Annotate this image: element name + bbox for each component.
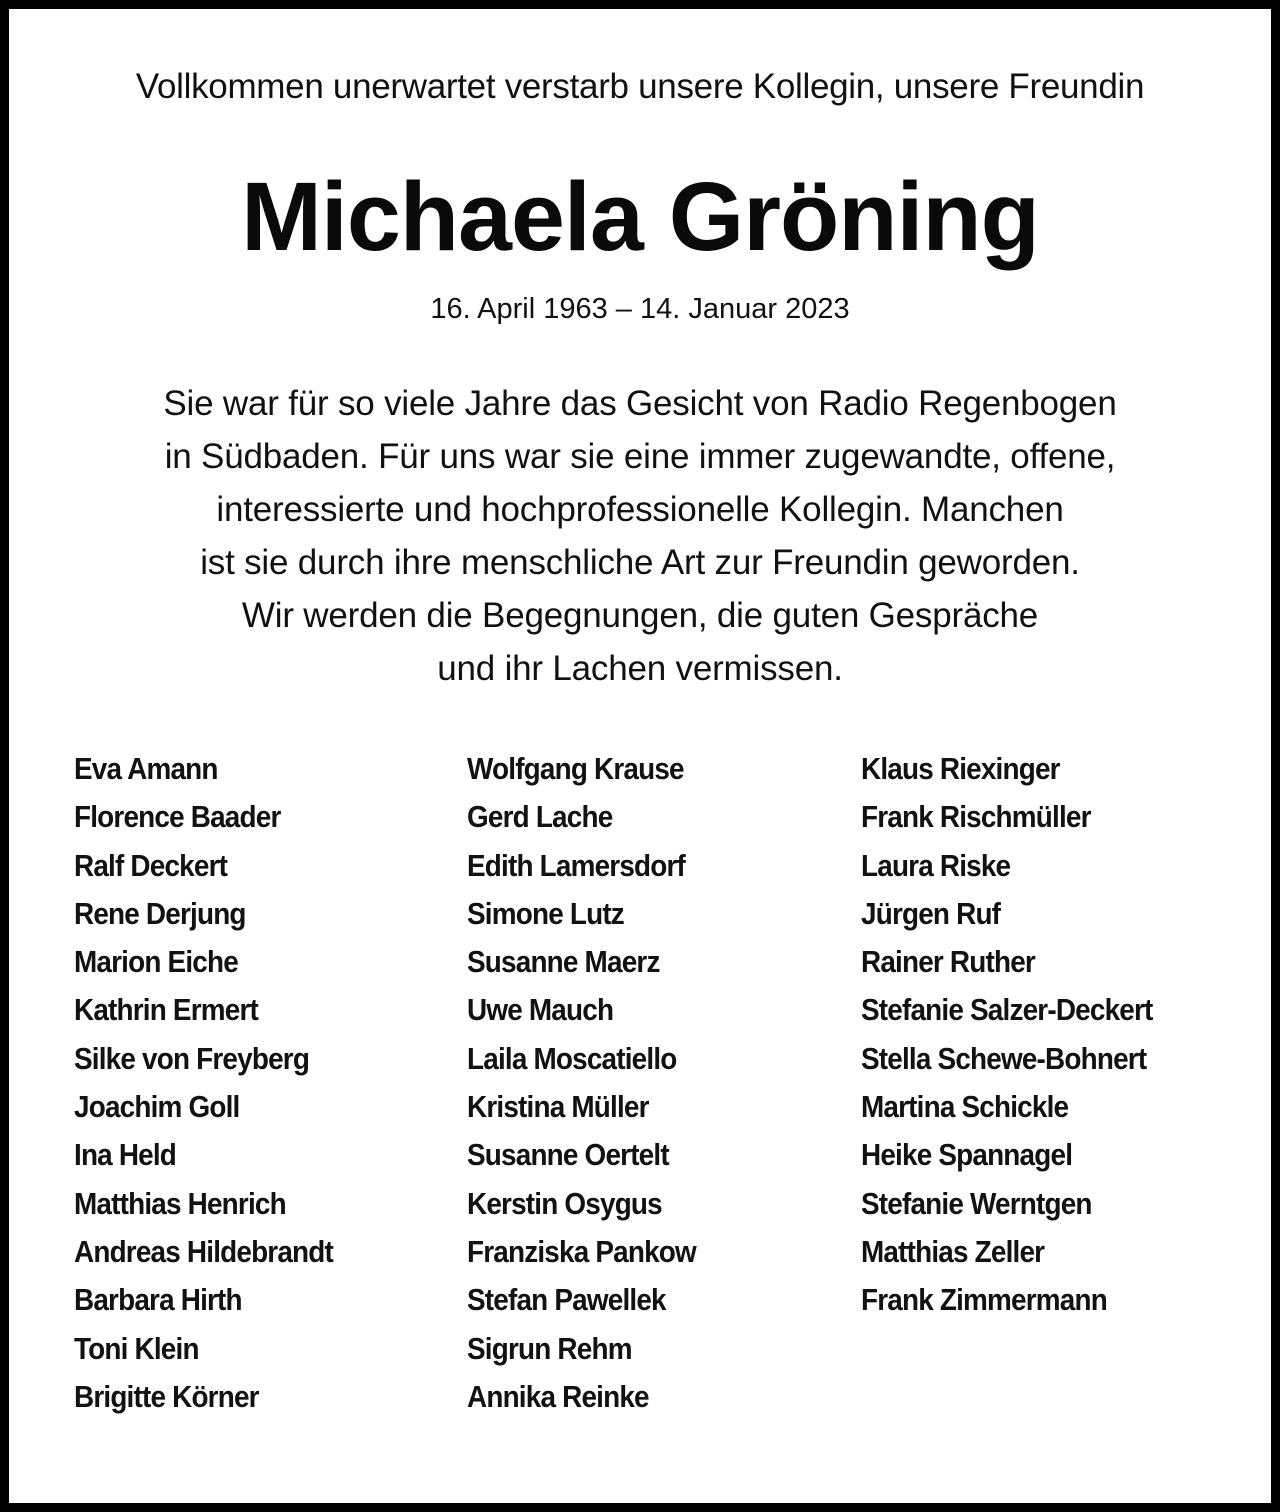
signatory-name: Jürgen Ruf — [860, 895, 1000, 931]
signatory-name: Laura Riske — [860, 847, 1010, 883]
tribute-text — [9, 377, 1271, 695]
life-dates: 16. April 1963 – 14. Januar 2023 — [430, 293, 850, 325]
signatory-name: Barbara Hirth — [74, 1282, 242, 1318]
signatory-name: Stefanie Werntgen — [860, 1185, 1092, 1221]
signatory-name: Uwe Mauch — [467, 992, 614, 1028]
signatory-name: Stella Schewe-Bohnert — [860, 1040, 1146, 1076]
signatory-name: Kristina Müller — [467, 1089, 649, 1125]
signatory-name: Matthias Zeller — [860, 1233, 1044, 1269]
signatory-name: Kathrin Ermert — [74, 992, 259, 1028]
tribute-line: und ihr Lachen vermissen. — [437, 649, 843, 688]
signatory-name: Florence Baader — [74, 799, 281, 835]
signatory-name: Joachim Goll — [74, 1089, 240, 1125]
signatory-name: Wolfgang Krause — [467, 751, 685, 786]
tribute-line: Sie war für so viele Jahre das Gesicht von Radio Regenbogen — [163, 384, 1117, 423]
signatory-name: Klaus Riexinger — [860, 751, 1060, 786]
tribute-line: in Südbaden. Für uns war sie eine immer zugewandte, offene, — [164, 437, 1116, 476]
signatory-name: Stefanie Salzer-Deckert — [860, 992, 1153, 1028]
signatory-name: Matthias Henrich — [74, 1185, 286, 1221]
signatory-name: Sigrun Rehm — [467, 1330, 633, 1366]
signatory-name: Rainer Ruther — [860, 944, 1035, 980]
tribute-line: Wir werden die Begegnungen, die guten Gespräche — [241, 596, 1039, 635]
signatory-name: Ralf Deckert — [74, 847, 228, 883]
signatories-list — [74, 745, 1254, 1421]
signatories-column-1 — [74, 745, 467, 1421]
tribute-line: ist sie durch ihre menschliche Art zur Freundin geworden. — [200, 543, 1080, 582]
signatory-name: Annika Reinke — [467, 1378, 650, 1414]
signatories-column-2 — [467, 745, 860, 1421]
signatory-name: Susanne Maerz — [467, 944, 660, 980]
signatory-name: Stefan Pawellek — [467, 1282, 667, 1318]
signatory-name: Laila Moscatiello — [467, 1040, 677, 1076]
deceased-name: Michaela Gröning — [241, 162, 1039, 271]
tribute-line: interessierte und hochprofessionelle Kollegin. Manchen — [216, 490, 1064, 529]
intro-text: Vollkommen unerwartet verstarb unsere Kollegin, unsere Freundin — [135, 67, 1145, 106]
signatory-name: Edith Lamersdorf — [467, 847, 686, 883]
signatory-name: Frank Zimmermann — [860, 1282, 1107, 1318]
signatory-name: Susanne Oertelt — [467, 1137, 670, 1173]
signatory-name: Toni Klein — [74, 1330, 199, 1366]
signatory-name: Andreas Hildebrandt — [74, 1233, 334, 1269]
signatory-name: Gerd Lache — [467, 799, 613, 835]
signatory-name: Silke von Freyberg — [74, 1040, 310, 1076]
signatory-name: Frank Rischmüller — [860, 799, 1091, 835]
signatory-name: Brigitte Körner — [74, 1378, 259, 1414]
signatory-name: Simone Lutz — [467, 895, 625, 931]
signatories-column-3 — [861, 745, 1254, 1421]
signatory-name: Martina Schickle — [860, 1089, 1068, 1125]
signatory-name: Heike Spannagel — [860, 1137, 1072, 1173]
signatory-name: Kerstin Osygus — [467, 1185, 663, 1221]
signatory-name: Franziska Pankow — [467, 1233, 697, 1269]
signatory-name: Ina Held — [74, 1137, 177, 1173]
signatory-name: Rene Derjung — [74, 895, 246, 931]
signatory-name: Marion Eiche — [74, 944, 238, 980]
signatory-name: Eva Amann — [74, 751, 218, 786]
